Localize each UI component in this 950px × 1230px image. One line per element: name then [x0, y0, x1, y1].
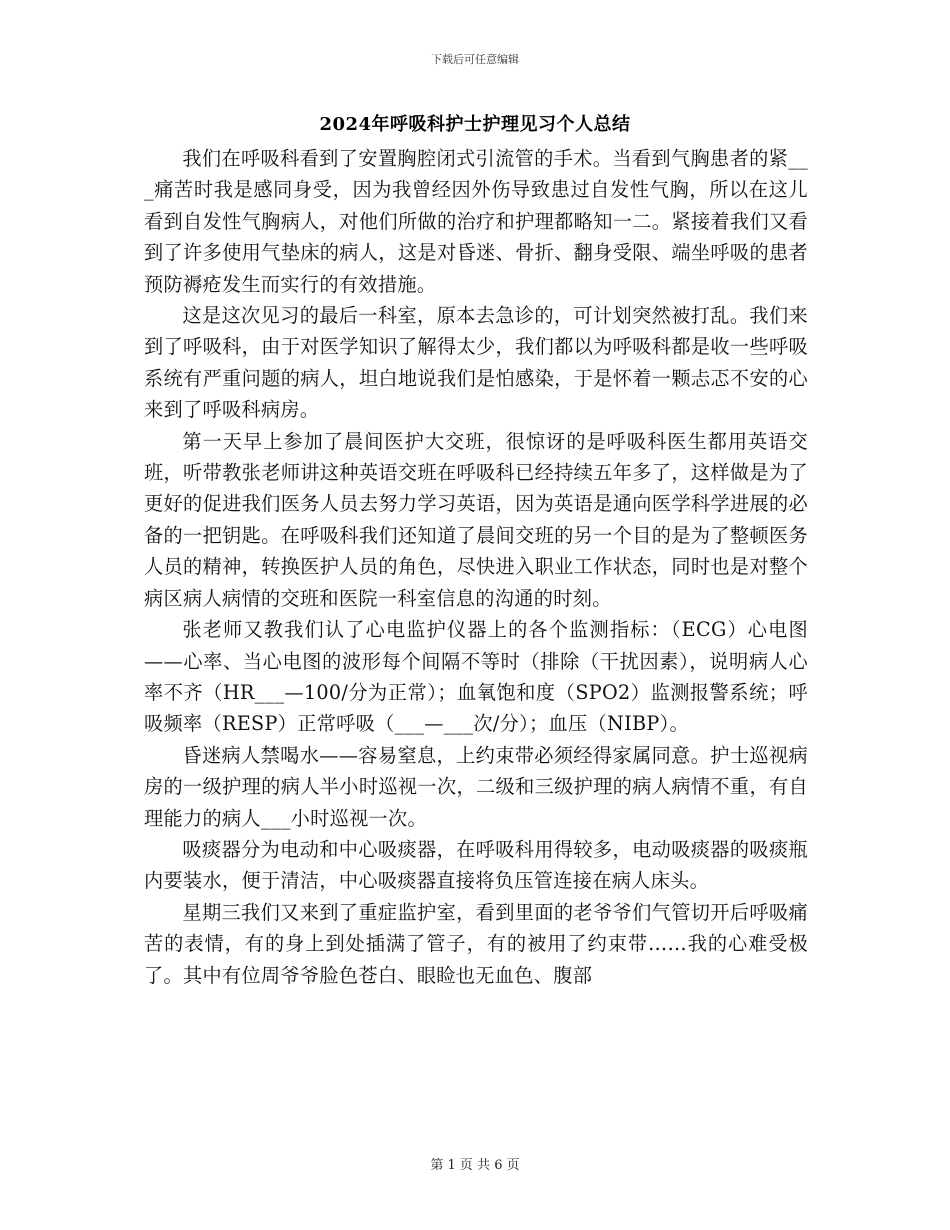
page-header-note: 下载后可任意编辑 [431, 53, 519, 66]
paragraph: 我们在呼吸科看到了安置胸腔闭式引流管的手术。当看到气胸患者的紧___痛苦时我是感同身受，因为我曾经因外伤导致患过自发性气胸，所以在这儿看到自发性气胸病人，对他们所做的治疗和护理都略知一二。紧接着我们又看到了许多使用气垫床的病人，这是对昏迷、骨折、翻身受限、端坐呼吸的患者预防褥疮发生而实行的有效措施。 [144, 147, 808, 296]
paragraph: 吸痰器分为电动和中心吸痰器，在呼吸科用得较多，电动吸痰器的吸痰瓶内要装水，便于清洁，中心吸痰器直接将负压管连接在病人床头。 [144, 837, 808, 893]
paragraph: 第一天早上参加了晨间医护大交班，很惊讶的是呼吸科医生都用英语交班，听带教张老师讲这种英语交班在呼吸科已经持续五年多了，这样做是为了更好的促进我们医务人员去努力学习英语，因为英语是通向医学科学进展的必备的一把钥匙。在呼吸科我们还知道了晨间交班的另一个目的是为了整顿医务人员的精神，转换医护人员的角色，尽快进入职业工作状态，同时也是对整个病区病人病情的交班和医院一科室信息的沟通的时刻。 [144, 429, 808, 610]
paragraph: 张老师又教我们认了心电监护仪器上的各个监测指标：（ECG）心电图——心率、当心电图的波形每个间隔不等时（排除（干扰因素），说明病人心率不齐（HR___—100/分为正常）；血氧饱和度（SPO2）监测报警系统；呼吸频率（RESP）正常呼吸（___—___次/分）；血压（NIBP）。 [144, 618, 808, 736]
page-number-footer: 第 1 页 共 6 页 [430, 1158, 520, 1173]
document-title: 2024年呼吸科护士护理见习个人总结 [319, 114, 631, 135]
paragraph: 昏迷病人禁喝水——容易窒息，上约束带必须经得家属同意。护士巡视病房的一级护理的病人半小时巡视一次，二级和三级护理的病人病情不重，有自理能力的病人___小时巡视一次。 [144, 743, 808, 830]
paragraph: 这是这次见习的最后一科室，原本去急诊的，可计划突然被打乱。我们来到了呼吸科，由于对医学知识了解得太少，我们都以为呼吸科都是收一些呼吸系统有严重问题的病人，坦白地说我们是怕感染，于是怀着一颗忐忑不安的心来到了呼吸科病房。 [144, 304, 808, 422]
document-body [144, 143, 808, 991]
paragraph: 星期三我们又来到了重症监护室，看到里面的老爷爷们气管切开后呼吸痛苦的表情，有的身上到处插满了管子，有的被用了约束带……我的心难受极了。其中有位周爷爷脸色苍白、眼睑也无血色、腹部 [144, 900, 808, 987]
